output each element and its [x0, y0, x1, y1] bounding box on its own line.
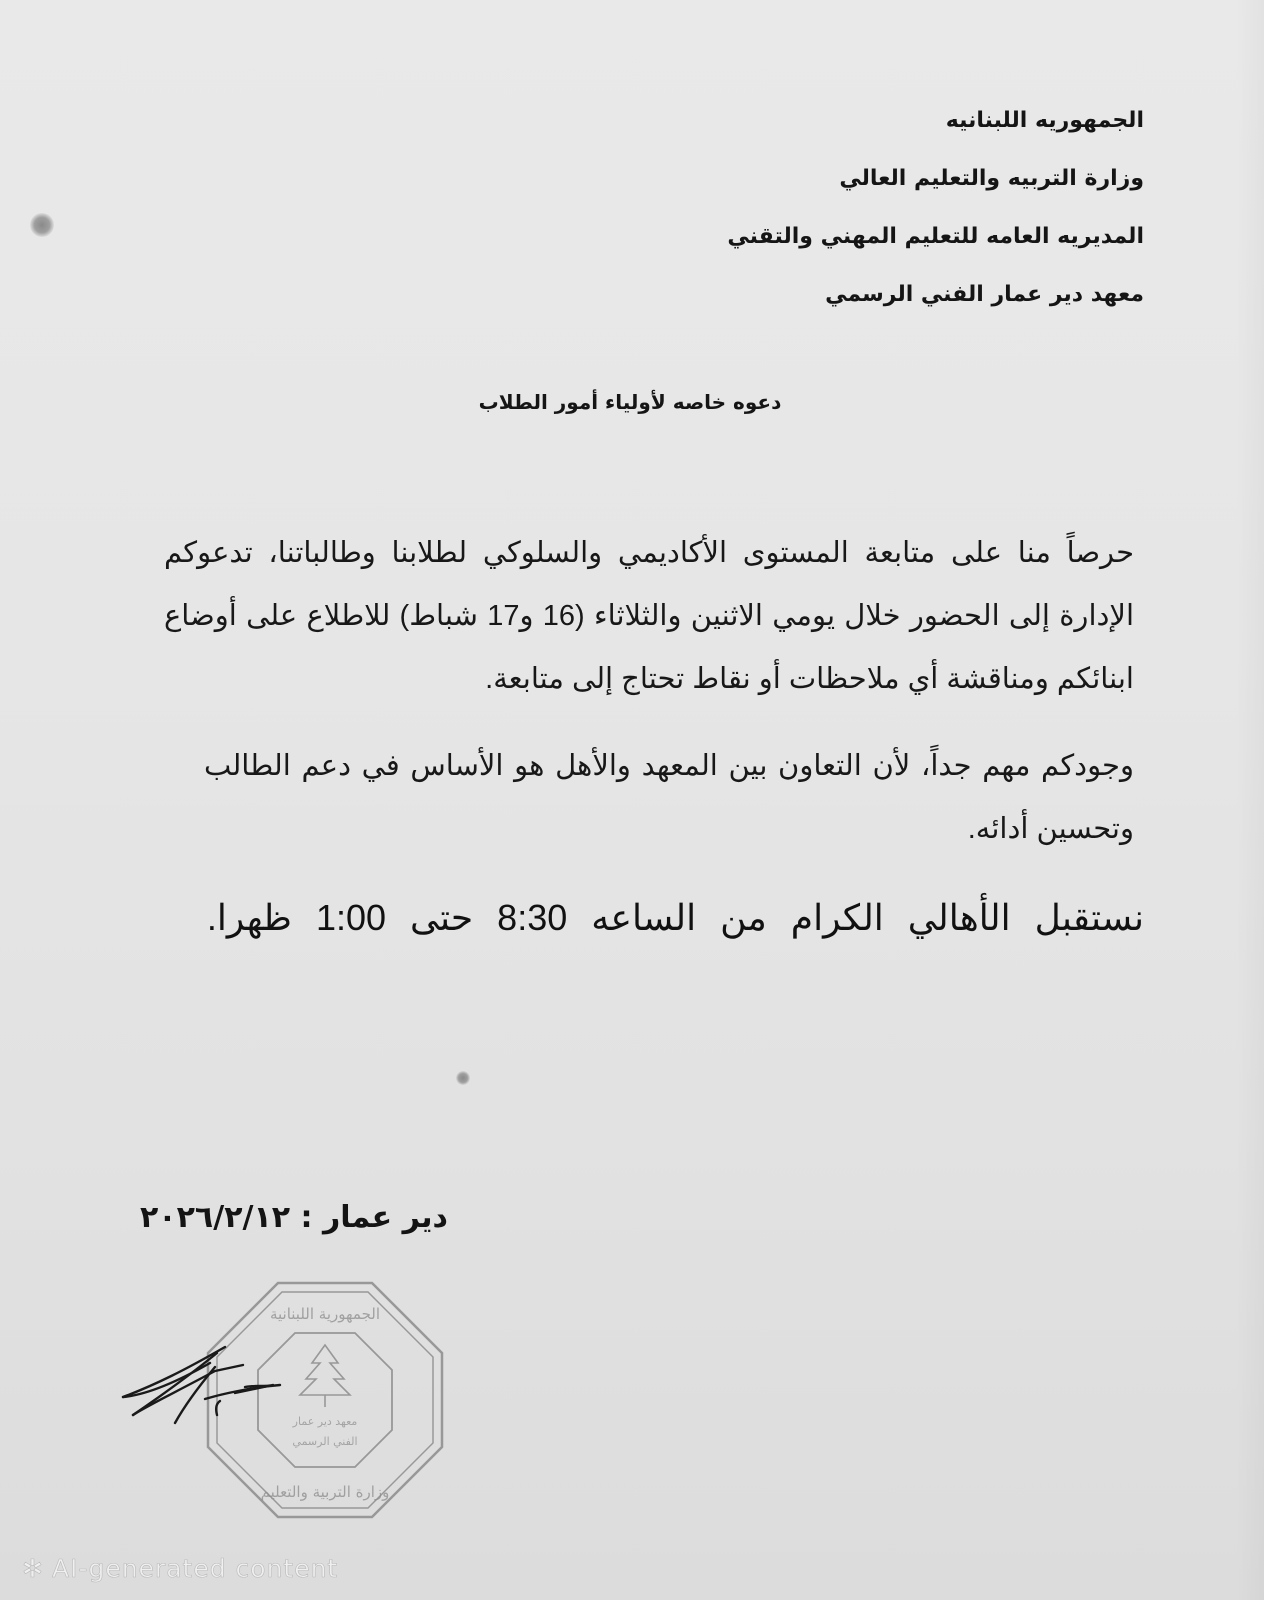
body-paragraph-importance: وجودكم مهم جداً، لأن التعاون بين المعهد والأهل هو الأساس في دعم الطالب وتحسين أدائه. — [204, 750, 1134, 845]
handwritten-signature-icon — [115, 1345, 305, 1435]
cedar-tree-icon — [300, 1345, 350, 1407]
letterhead-republic: الجمهوريه اللبنانيه — [945, 108, 1144, 133]
place-and-date: دير عمار : ٢٠٢٦/٢/١٢ — [140, 1200, 448, 1235]
svg-text:وزارة التربية والتعليم: وزارة التربية والتعليم — [260, 1483, 390, 1501]
paper-edge-shadow — [1236, 0, 1264, 1600]
svg-text:معهد دير عمار: معهد دير عمار — [292, 1415, 358, 1428]
watermark-text: AI-generated content — [51, 1554, 339, 1583]
punch-hole-mark — [30, 213, 54, 237]
letter-subject: دعوه خاصه لأولياء أمور الطلاب — [478, 390, 782, 414]
reception-hours: نستقبل الأهالي الكرام من الساعه 8:30 حتى 1:00 ظهرا. — [206, 897, 1144, 938]
svg-text:الفني الرسمي: الفني الرسمي — [292, 1435, 358, 1448]
letterhead-institute: معهد دير عمار الفني الرسمي — [825, 282, 1144, 307]
ai-generated-watermark — [22, 1554, 338, 1583]
letterhead — [727, 92, 1144, 324]
sparkle-icon: ✲ — [22, 1554, 44, 1583]
body-paragraph-invitation: حرصاً منا على متابعة المستوى الأكاديمي والسلوكي لطلابنا وطالباتنا، تدعوكم الإدارة إلى الحضور خلال يومي الاثنين والثلاثاء (16 و17 شباط) للاطلاع على أوضاع ابنائكم ومناقشة أي ملاحظات أو نقاط تحتاج إلى متابعة. — [164, 537, 1135, 695]
letterhead-ministry: وزارة التربيه والتعليم العالي — [839, 166, 1144, 191]
letterhead-directorate: المديريه العامه للتعليم المهني والتقني — [727, 224, 1144, 249]
svg-text:الجمهورية اللبنانية: الجمهورية اللبنانية — [269, 1305, 381, 1323]
punch-hole-mark — [456, 1071, 470, 1085]
